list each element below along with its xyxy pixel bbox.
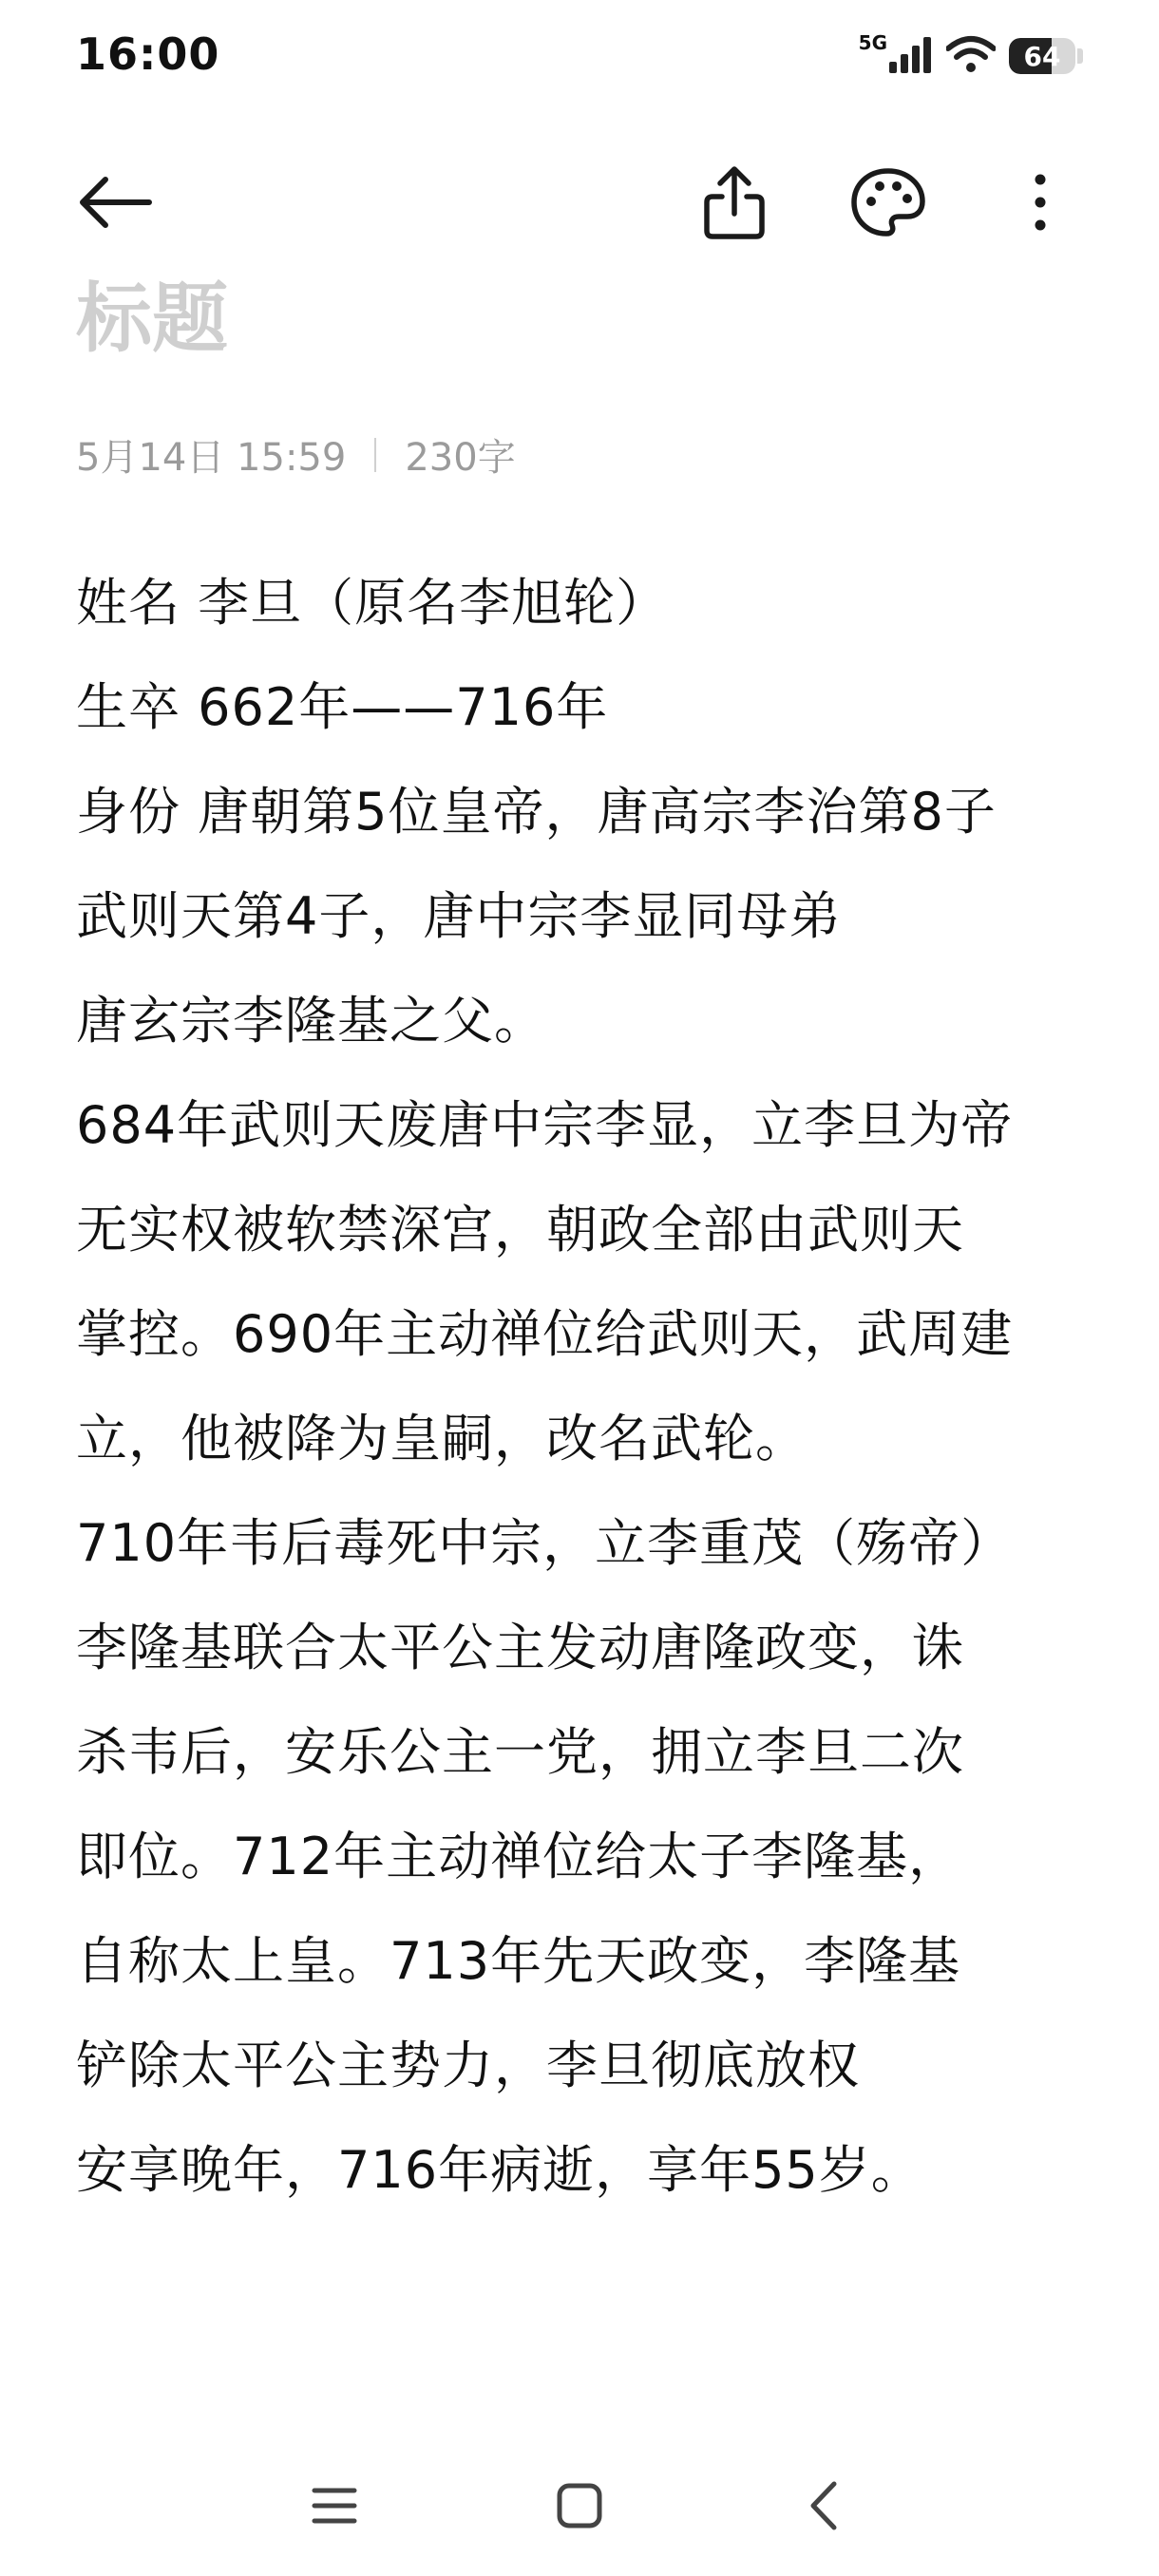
home-square-icon (556, 2482, 603, 2533)
note-line: 杀韦后，安乐公主一党，拥立李旦二次 (76, 1722, 964, 1782)
back-button[interactable] (72, 161, 158, 247)
battery-icon (1009, 38, 1075, 74)
note-line: 684年武则天废唐中宗李显，立李旦为帝 (76, 1095, 1014, 1155)
note-body[interactable] (76, 551, 1102, 2223)
note-line: 710年韦后毒死中宗，立李重茂（殇帝） (76, 1513, 1014, 1573)
note-line: 生卒 662年——716年 (76, 677, 609, 737)
note-line: 李隆基联合太平公主发动唐隆政变，诛 (76, 1618, 964, 1677)
note-date: 5月14日 15:59 (76, 436, 347, 480)
recent-apps-button[interactable] (296, 2470, 372, 2546)
note-line: 铲除太平公主势力，李旦彻底放权 (76, 2036, 860, 2095)
status-bar (0, 0, 1159, 114)
status-time: 16:00 (76, 28, 220, 80)
note-line: 安享晚年，716年病逝，享年55岁。 (76, 2140, 923, 2200)
system-back-button[interactable] (787, 2470, 863, 2546)
note-line: 即位。712年主动禅位给太子李隆基， (76, 1827, 961, 1886)
theme-button[interactable] (846, 161, 931, 247)
back-chevron-icon (806, 2480, 844, 2535)
note-line: 武则天第4子，唐中宗李显同母弟 (76, 886, 842, 946)
note-meta (76, 427, 516, 482)
menu-icon (311, 2485, 358, 2530)
status-icons (859, 32, 1083, 80)
share-icon (701, 164, 768, 244)
note-line: 掌控。690年主动禅位给武则天，武周建 (76, 1304, 1014, 1364)
note-line: 无实权被软禁深宫，朝政全部由武则天 (76, 1200, 964, 1260)
note-line: 唐玄宗李隆基之父。 (76, 991, 546, 1051)
note-title-input[interactable]: 标题 (76, 275, 228, 363)
wifi-icon (946, 35, 996, 77)
note-line: 身份 唐朝第5位皇帝，唐高宗李治第8子 (76, 782, 997, 842)
word-count: 230字 (405, 436, 516, 480)
more-vertical-icon (1031, 172, 1050, 237)
battery-nub (1077, 48, 1083, 64)
battery-text: 64 (1023, 40, 1061, 72)
home-button[interactable] (542, 2470, 618, 2546)
note-line: 立，他被降为皇嗣，改名武轮。 (76, 1409, 808, 1468)
more-options-button[interactable] (998, 161, 1083, 247)
network-type-label: 5G (858, 31, 887, 54)
note-line: 姓名 李旦（原名李旭轮） (76, 573, 669, 633)
note-line: 自称太上皇。713年先天政变，李隆基 (76, 1931, 961, 1991)
system-nav-bar (0, 2441, 1159, 2574)
palette-icon (850, 167, 926, 241)
signal-icon (889, 35, 933, 77)
share-button[interactable] (692, 161, 777, 247)
arrow-left-icon (77, 174, 153, 235)
note-toolbar (0, 142, 1159, 266)
meta-divider (374, 438, 376, 472)
